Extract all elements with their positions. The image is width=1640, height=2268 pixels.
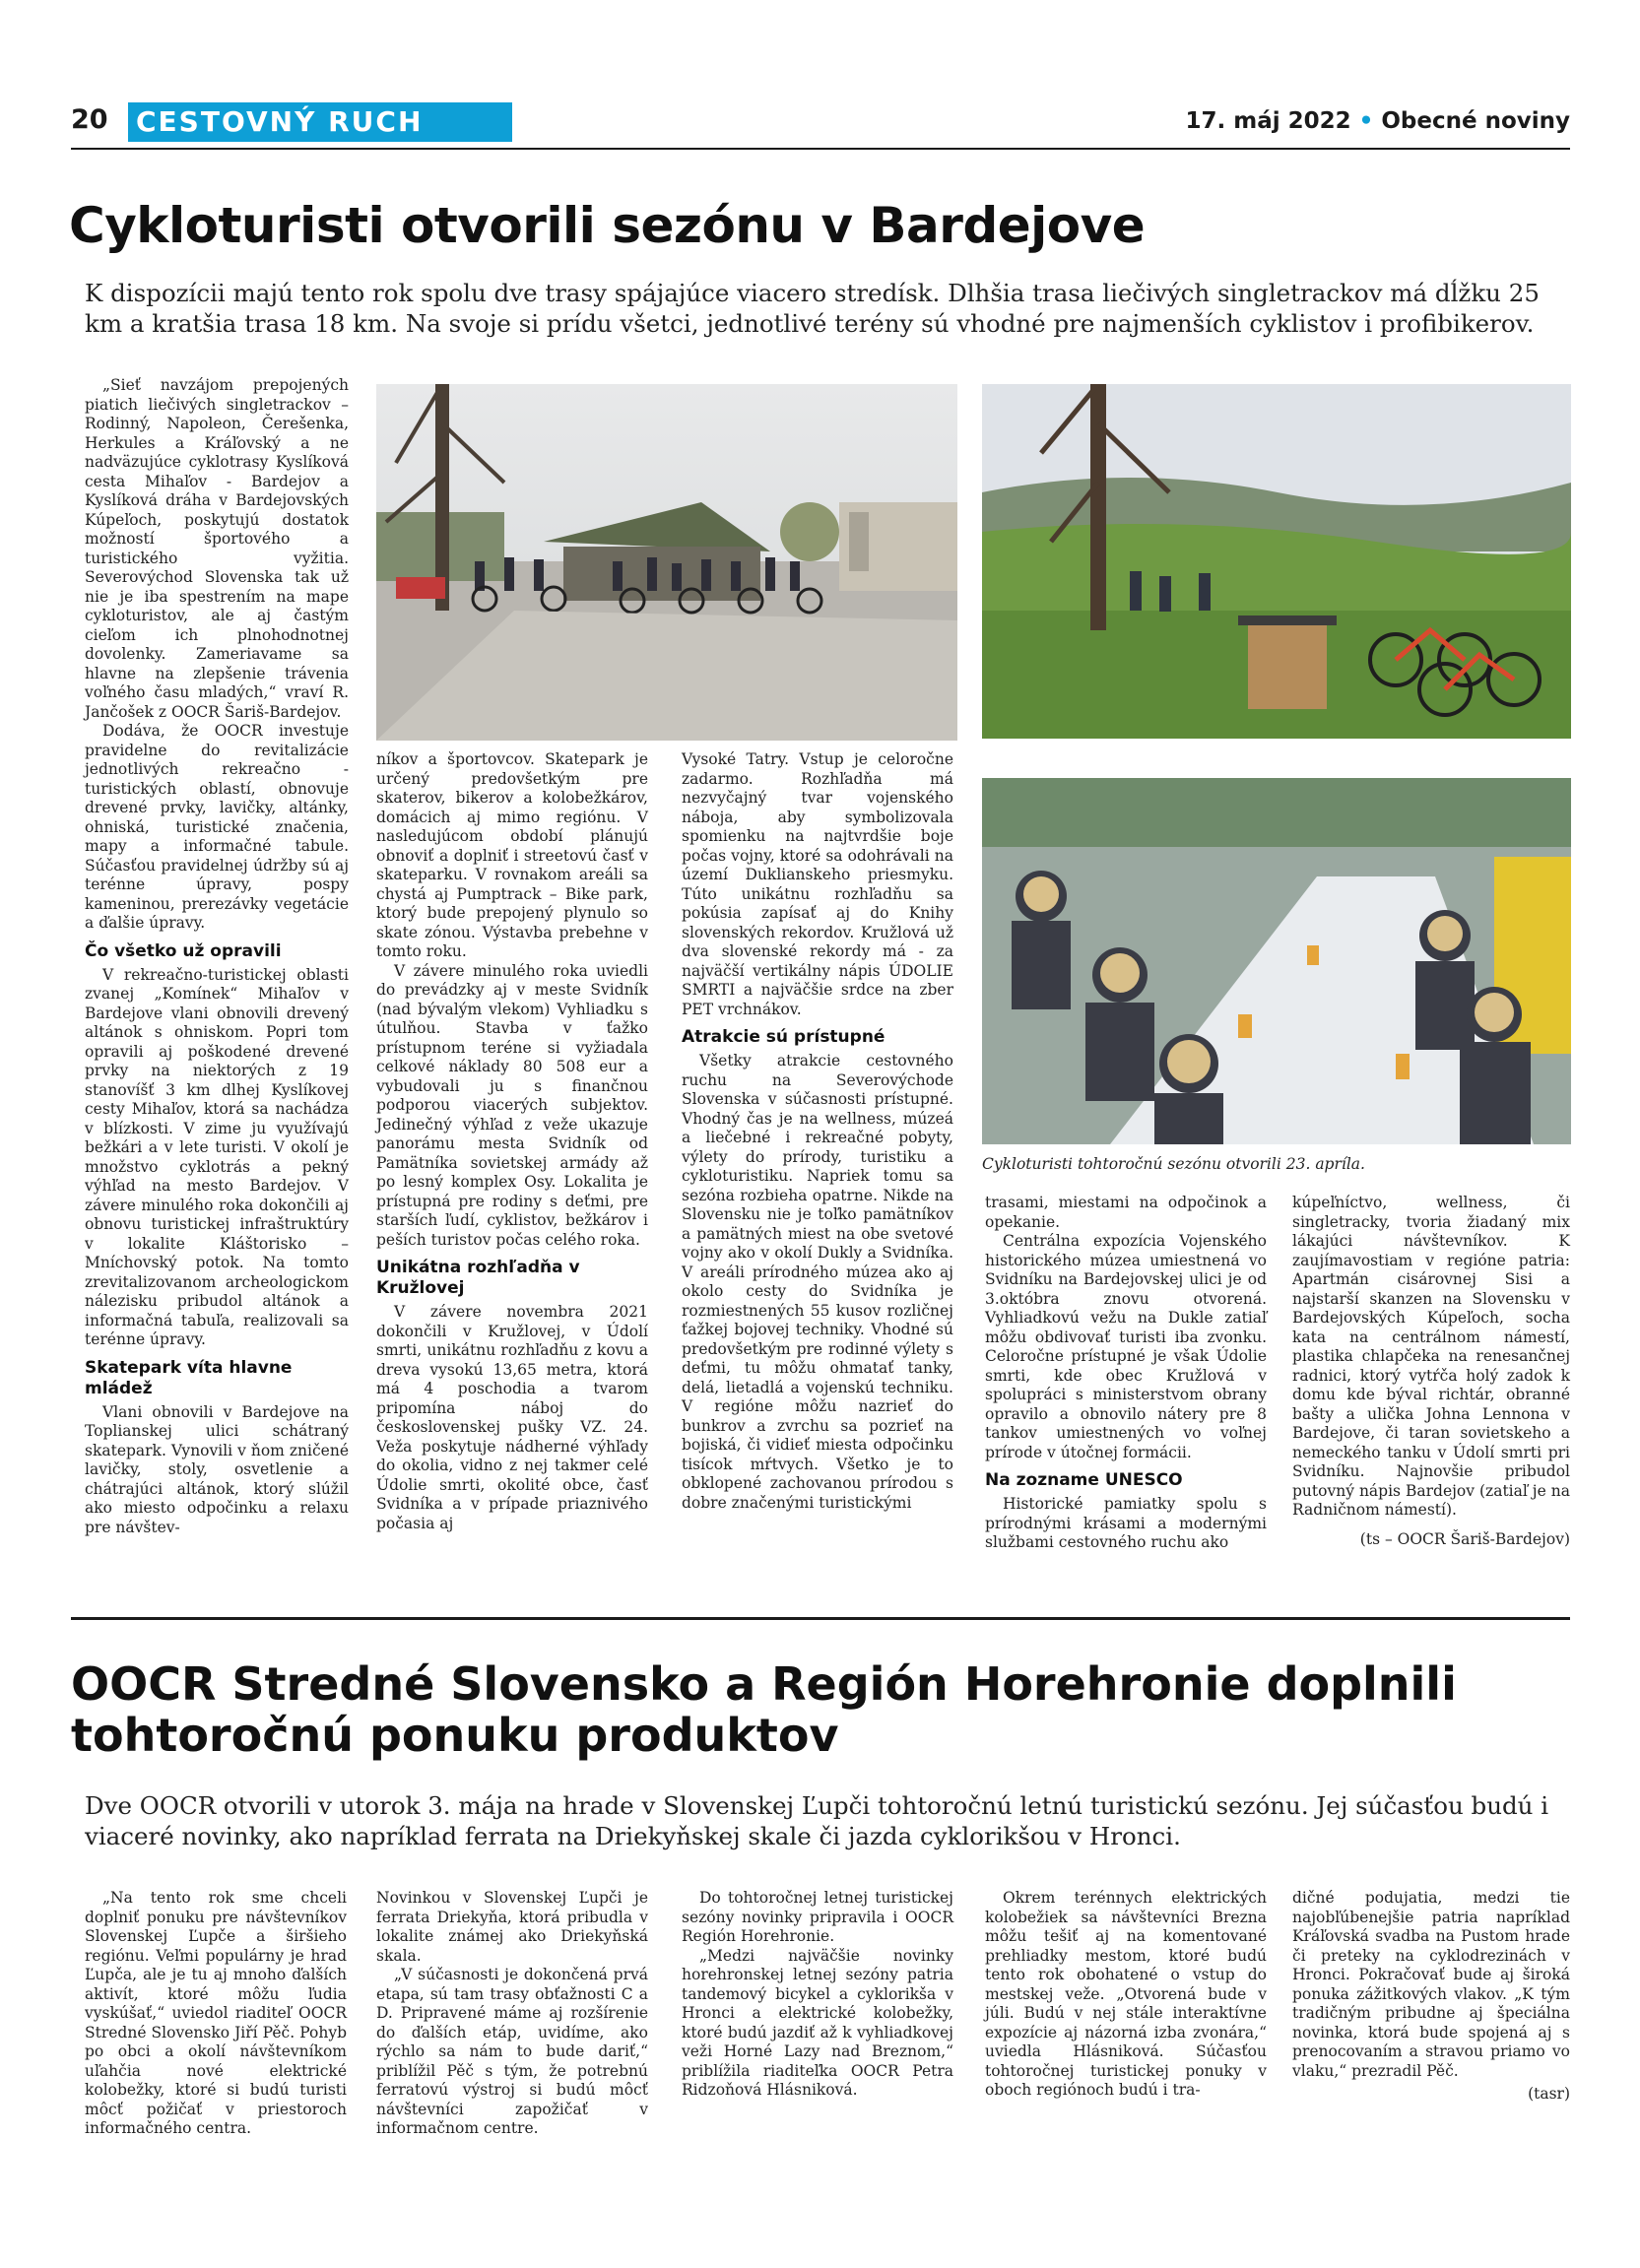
article1-column-4 — [985, 1194, 1267, 1553]
paragraph: V závere minulého roka uviedli do prevádzky aj v meste Svidník (nad bývalým vlekom) Vyhliadku s útulňou. Stavba v ťažko prístupnom teréne si vyžiadala celkové náklady 80 508 eur a vybudovali ju s finančnou podporou viacerých subjektov. Jedinečný výhľad z veže ukazuje panorámu mesta Svidník od Pamätníka sovietskej armády až po lesný komplex Osy. Lokalita je prístupná pre rodiny s deťmi, pre starších ľudí, cyklistov, bežkárov i peších turistov počas celého roka. — [376, 961, 648, 1249]
paragraph: Centrálna expozícia Vojenského historického múzea umiestnená vo Svidníku na Bardejovskej ulici je od 3.októbra znovu otvorená. Vyhliadkovú vežu na Dukle zatiaľ môžu obdivovať turisti iba zvonku. Celoročne prístupné je však Údolie smrti, kde obec Kružlová v spolupráci s ministerstvom obrany opravilo a obnovilo nátery pre 8 tankov umiestnených vo voľnej prírode v útočnej formácii. — [985, 1232, 1267, 1461]
article1-title: Cykloturisti otvorili sezónu v Bardejove — [69, 197, 1146, 254]
paragraph: V závere novembra 2021 dokončili v Kružlovej, v Údolí smrti, unikátnu rozhľadňu z kovu a dreva vysokú 13,65 metra, ktorá má 4 poschodia a tvarom pripomína náboj do československej pušky VZ. 24. Veža poskytuje nádherné výhľady do okolia, vidno z nej takmer celé Údolie smrti, okolité obce, časť Svidníka a v prípade priaznivého počasia aj — [376, 1303, 648, 1532]
photo-group-table — [982, 778, 1571, 1144]
issue-date: 17. máj 2022 — [1185, 108, 1351, 134]
photo-cyclists-group — [376, 384, 957, 741]
article1-column-2 — [376, 750, 648, 1533]
article1-column-3 — [682, 750, 953, 1513]
header-separator: • — [1358, 108, 1374, 134]
article1-column-5 — [1292, 1194, 1570, 1549]
article2-column-3 — [682, 1889, 953, 2101]
article2-signature: (tasr) — [1528, 2085, 1570, 2103]
subheading: Na zozname UNESCO — [985, 1470, 1183, 1490]
paragraph: níkov a športovcov. Skatepark je určený predovšetkým pre skaterov, bikerov a kolobežkárov, domácich aj mimo regiónu. V nasledujúcom období plánujú obnoviť a doplniť i streetovú časť v skateparku. V rovnakom areáli sa chystá aj Pumptrack – Bike park, ktorý bude prepojený plynulo so skate zónou. Výstavba prebehne v tomto roku. — [376, 750, 648, 960]
group-table-image — [982, 778, 1571, 1144]
article-divider — [71, 1617, 1570, 1620]
subheading: Unikátna rozhľadňa v Kružlovej — [376, 1258, 580, 1298]
subheading: Atrakcie sú prístupné — [682, 1027, 886, 1047]
page-number: 20 — [71, 104, 108, 135]
article2-column-4 — [985, 1889, 1267, 2101]
photo-hillside-bikes — [982, 384, 1571, 739]
article1-column-1 — [85, 376, 349, 1537]
article1-lead: K dispozícii majú tento rok spolu dve trasy spájajúce viacero stredísk. Dlhšia trasa liečivých singletrackov má dĺžku 25 km a kratšia trasa 18 km. Na svoje si prídu všetci, jednotlivé terény sú vhodné pre najmenších cyklistov i profibikerov. — [85, 279, 1540, 338]
paragraph: Okrem terénnych elektrických kolobežiek sa návštevníci Brezna môžu tešiť aj na komentované prehliadky mestom, ktoré budú tento rok obohatené o vstup do mestskej veže. „Otvorená bude v júli. Budú v nej stále interaktívne expozície aj názorná izba zvonára,“ uviedla Hlásniková. Súčasťou tohtoročnej turistickej ponuky v oboch regiónoch budú i tra- — [985, 1889, 1267, 2099]
paragraph: V rekreačno-turistickej oblasti zvanej „Komínek“ Mihaľov v Bardejove vlani obnovili drevený altánok s ohniskom. Popri tom opravili aj poškodené drevené prvky na niektorých z 19 stanovíšť 3 km dlhej Kyslíkovej cesty Mihaľov, ktorá sa nachádza v blízkosti. V zime ju využívajú bežkári a v lete turisti. V okolí je množstvo cyklotrás a pekný výhľad na mesto Bardejov. V závere minulého roka dokončili aj obnovu turistickej infraštruktúry v lokalite Kláštorisko – Mníchovský potok. Na tomto zrevitalizovanom archeologickom nálezisku pribudol altánok a informačná tabuľa, realizovali sa terénne úpravy. — [85, 965, 349, 1348]
paragraph: „V súčasnosti je dokončená prvá etapa, sú tam trasy obťažnosti C a D. Pripravené máme aj rozšírenie do ďalších etáp, uvidíme, ako rýchlo sa nám to bude dariť,“ priblížil Pěč s tým, že potrebnú ferratovú výstroj si budú môcť návštevníci zapožičať v informačnom centre. — [376, 1966, 648, 2137]
article2-column-2 — [376, 1889, 648, 2139]
paragraph: kúpeľníctvo, wellness, či singletracky, tvoria žiadaný mix lákajúci návštevníkov. K zaujímavostiam v regióne patria: Apartmán cisárovnej Sisi a najstarší skanzen na Slovensku v Bardejovských Kúpeľoch, socha kata na centrálnom námestí, plastika chlapčeka na renesančnej radnici, ktorý vytŕča holý zadok k domu kde býval richtár, obranné bašty a ulička Johna Lennona v Bardejove, či taran sovietskeho a nemeckého tanku v Údolí smrti pri Svidníku. Najnovšie pribudol putovný nápis Bardejov (zatiaľ je na Radničnom námestí). — [1292, 1194, 1570, 1519]
paragraph: „Na tento rok sme chceli doplniť ponuku pre návštevníkov Slovenskej Ľupče a širšieho regiónu. Veľmi populárny je hrad Ľupča, ale je tu aj mnoho ďalších aktivít, ktoré môžu ľudia vyskúšať,“ uviedol riaditeľ OOCR Stredné Slovensko Jiří Pěč. Pohyb po obci a okolí návštevníkom uľahčia nové elektrické kolobežky, ktoré si budú turisti môcť požičať v priestoroch informačného centra. — [85, 1889, 347, 2137]
paragraph: Vysoké Tatry. Vstup je celoročne zadarmo. Rozhľadňa má nezvyčajný tvar vojenského náboja, aby symbolizovala spomienku na najtvrdšie boje počas vojny, ktoré sa odohrávali na území Duklianskeho priesmyku. Túto unikátnu rozhľadňu sa pokúsia zapísať aj do Knihy slovenských rekordov. Kružlová už dva slovenské rekordy má - za najväčší vertikálny nápis ÚDOLIE SMRTI a najväčšie srdce na zber PET vrchnákov. — [682, 750, 953, 1018]
paragraph: Novinkou v Slovenskej Ľupči je ferrata Driekyňa, ktorá pribudla v lokalite známej ako Driekyňská skala. — [376, 1889, 648, 1965]
paragraph: Vlani obnovili v Bardejove na Toplianskej ulici schátraný skatepark. Vynovili v ňom zničené lavičky, stoly, osvetlenie a chátrajúci altánok, ktorý slúžil ako miesto odpočinku a relaxu pre návštev- — [85, 1402, 349, 1536]
section-label: CESTOVNÝ RUCH — [128, 102, 512, 142]
subheading: Skatepark víta hlavne mládež — [85, 1357, 293, 1398]
paragraph: Všetky atrakcie cestovného ruchu na Severovýchode Slovenska v súčasnosti prístupné. Vhodný čas je na wellness, múzeá a liečebné i rekreačné pobyty, výlety do prírody, turistiku a cykloturistiku. Napriek tomu sa sezóna rozbieha opatrne. Nikde na Slovensku nie je toľko pamätníkov a pamätných miest na obe svetové vojny ako v okolí Dukly a Svidníka. V areáli prírodného múzea ako aj okolo cesty do Svidníka je rozmiestnených 55 kusov rozličnej ťažkej bojovej techniky. Vhodné sú predovšetkým pre rodinné výlety s deťmi, tu môžu ohmatať tanky, delá, lietadlá a vojenskú techniku. V regióne môžu nazrieť do bunkrov a zvrchu sa pozrieť na bojiská, či vidieť miesta odpočinku tisícok mŕtvych. Všetko je to obklopené zachovanou prírodou s dobre značenými turistickými — [682, 1052, 953, 1512]
paragraph: dičné podujatia, medzi tie najobľúbenejšie patria napríklad Kráľovská svadba na Pustom hrade či preteky na cyklodrezinách v Hronci. Pokračovať bude aj široká ponuka zážitkových vlakov. „K tým tradičným pribudne aj špeciálna novinka, ktorá bude spojená aj s prenocovaním a stravou priamo vo vlaku,“ prezradil Pěč. — [1292, 1889, 1570, 2080]
paragraph: trasami, miestami na odpočinok a opekanie. — [985, 1194, 1267, 1231]
publication-name: Obecné noviny — [1381, 108, 1570, 134]
paragraph: Dodáva, že OOCR investuje pravidelne do revitalizácie jednotlivých rekreačno - turistických oblastí, obnovuje drevené prvky, lavičky, altánky, ohniská, turistické značenia, mapy a informačné tabule. Súčasťou pravidelnej údržby sú aj terénne úpravy, pospy kameninou, prerezávky vegetácie a ďalšie úpravy. — [85, 722, 349, 932]
cyclists-group-image — [376, 384, 957, 741]
paragraph: Historické pamiatky spolu s prírodnými krásami a modernými službami cestovného ruchu ako — [985, 1495, 1267, 1551]
article2-column-1 — [85, 1889, 347, 2139]
paragraph: Do tohtoročnej letnej turistickej sezóny novinky pripravila i OOCR Región Horehronie. — [682, 1889, 953, 1945]
paragraph: „Sieť navzájom prepojených piatich liečivých singletrackov – Rodinný, Napoleon, Čerešenka, Herkules a Kráľovský a ne nadväzujúce cyklotrasy Kyslíková cesta Mihaľov - Bardejov a Kyslíková dráha v Bardejovských Kúpeľoch, poskytujú dostatok možností športového a turistického vyžitia. Severovýchod Slovenska tak už nie je iba spestrením na mape cykloturistov, ale aj častým cieľom ich plnohodnotnej dovolenky. Zameriavame sa hlavne na zlepšenie trávenia voľného času mladých,“ vraví R. Jančošek z OOCR Šariš-Bardejov. — [85, 376, 349, 721]
article2-lead: Dve OOCR otvorili v utorok 3. mája na hrade v Slovenskej Ľupči tohtoročnú letnú turistickú sezónu. Jej súčasťou budú i viaceré novinky, ako napríklad ferrata na Driekyňskej skale či jazda cyklorikšou v Hronci. — [85, 1791, 1549, 1850]
paragraph: „Medzi najväčšie novinky horehronskej letnej sezóny patria tandemový bicykel a cyklorikša v Hronci a elektrické kolobežky, ktoré budú jazdiť až k vyhliadkovej veži Horné Lazy nad Breznom,“ priblížila riaditeľka OOCR Petra Ridzoňová Hlásniková. — [682, 1946, 953, 2099]
page-header — [71, 102, 1570, 150]
issue-info — [1185, 108, 1570, 134]
hillside-bikes-image — [982, 384, 1571, 739]
article1-signature: (ts – OOCR Šariš-Bardejov) — [1359, 1529, 1570, 1548]
article2-title: OOCR Stredné Slovensko a Región Horehronie doplnili tohtoročnú ponuku produktov — [71, 1657, 1457, 1762]
photo-caption: Cykloturisti tohtoročnú sezónu otvorili 23. apríla. — [982, 1155, 1365, 1173]
article2-column-5 — [1292, 1889, 1570, 2105]
subheading: Čo všetko už opravili — [85, 940, 282, 961]
